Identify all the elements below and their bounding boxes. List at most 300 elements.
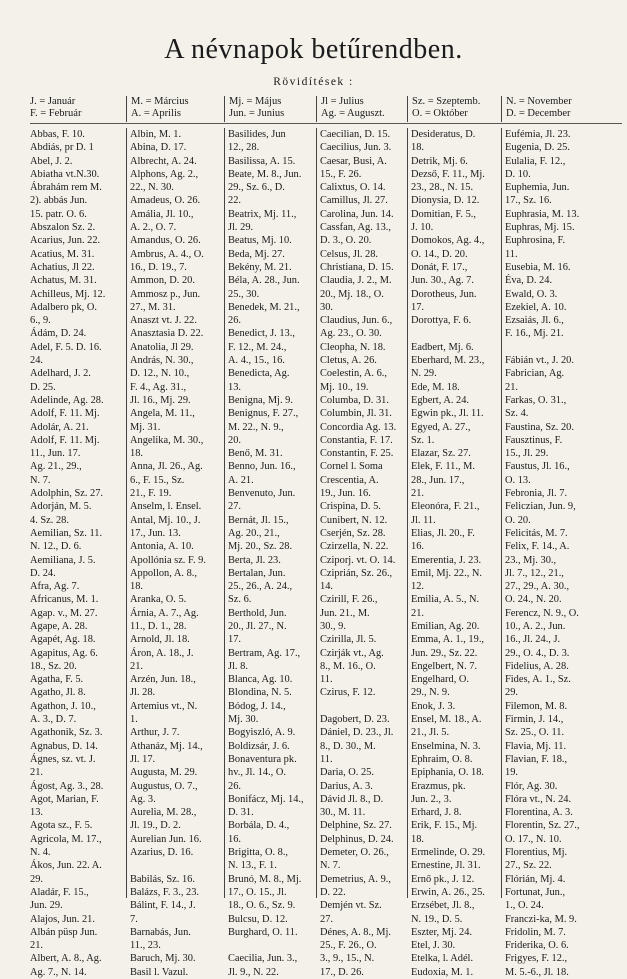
name-entry: Flóra vt., N. 24. xyxy=(505,793,572,805)
legend-entry: Jun. = Junius xyxy=(229,108,285,119)
name-entry: 15. patr. O. 6. xyxy=(30,208,87,220)
name-entry: Albin, M. 1. xyxy=(130,129,182,140)
name-entry: Emilia, A. 5., N. xyxy=(411,594,480,606)
name-entry: 23., 28., N. 15. xyxy=(411,182,474,194)
name-entry: Ágost, Ag. 3., 28. xyxy=(30,780,104,792)
name-entry: N. 29. xyxy=(411,368,437,380)
name-entry: Arzén, Jun. 18., xyxy=(130,674,196,686)
name-entry: Agatha, F. 5. xyxy=(30,674,84,686)
name-entry: Ensel, M. 18., A. xyxy=(411,714,482,726)
name-entry: Egbert, A. 24. xyxy=(411,394,470,406)
name-entry: Jun. 2., 3. xyxy=(411,793,452,805)
name-entry: Dezső, F. 11., Mj. xyxy=(411,168,485,180)
name-entry: Ammon, D. 20. xyxy=(130,275,195,287)
name-entry: Ernestine, Jl. 31. xyxy=(411,860,481,872)
name-entry: Euphemia, Jun. xyxy=(505,182,570,194)
name-entry: M. 22., N. 9., xyxy=(228,421,284,433)
name-entry: Demetrius, A. 9., xyxy=(320,873,391,885)
name-entry: Filemon, M. 8. xyxy=(505,700,568,712)
name-entry: Mj. 20., Sz. 28. xyxy=(228,541,293,553)
name-entry: 22., N. 30. xyxy=(130,182,174,194)
name-entry xyxy=(228,939,316,952)
name-entry: 20. xyxy=(228,434,241,446)
name-entry: Dagobert, D. 23. xyxy=(320,714,390,726)
name-entry: 17. xyxy=(228,634,241,646)
name-entry: Darius, A. 3. xyxy=(320,780,373,792)
name-entry: Czirus, F. 12. xyxy=(320,687,376,699)
name-entry: Ezekiel, A. 10. xyxy=(505,301,567,313)
name-entry: Felicitás, M. 7. xyxy=(505,527,568,539)
legend-entry: Sz. = Szeptemb. xyxy=(412,96,481,107)
name-entry: Emilian, Ag. 20. xyxy=(411,620,480,632)
name-entry: 16., D. 19., 7. xyxy=(130,261,187,273)
name-entry: Etelka, l. Adél. xyxy=(411,953,474,965)
name-entry: A. 2., O. 7. xyxy=(130,222,177,234)
name-entry: Ferencz, N. 9., O. xyxy=(505,607,579,619)
name-entry: Bertalan, Jun. xyxy=(228,567,286,579)
name-entry: M. 5.-6., Jl. 18. xyxy=(505,966,569,978)
name-entry: Friderika, O. 6. xyxy=(505,940,569,952)
name-entry: Albrecht, A. 24. xyxy=(130,155,197,167)
name-entry: Daria, O. 25. xyxy=(320,767,374,779)
name-entry: F. 4., Ag. 31., xyxy=(130,381,187,393)
name-entry: Fridolin, M. 7. xyxy=(505,926,566,938)
name-entry: Sz. 1. xyxy=(411,434,435,446)
name-entry: Agathon, J. 10., xyxy=(30,700,96,712)
name-entry: Áron, A. 18., J. xyxy=(130,647,194,659)
name-entry: Boldizsár, J. 6. xyxy=(228,740,290,752)
name-entry: Frigyes, F. 12., xyxy=(505,953,568,965)
name-entry: 27., M. 31. xyxy=(130,301,176,313)
name-entry: Abiatha vt.N.30. xyxy=(30,168,100,180)
name-entry: Adalbero pk, O. xyxy=(30,301,97,313)
name-entry: 27. xyxy=(320,913,333,925)
name-entry: Cziprián, Sz. 26., xyxy=(320,567,393,579)
name-entry: 17. xyxy=(411,301,424,313)
name-entry: 25., 26., A. 24., xyxy=(228,581,293,593)
name-entry: Cassfan, Ag. 13., xyxy=(320,222,391,234)
name-entry: Babilás, Sz. 16. xyxy=(130,873,195,885)
name-entry: 18. xyxy=(130,581,143,593)
name-entry: Adelinde, Ag. 28. xyxy=(30,394,104,406)
name-entry: Feliczian, Jun. 9, xyxy=(505,501,576,513)
name-entry: Crispina, D. 5. xyxy=(320,501,381,513)
legend-cell xyxy=(30,96,81,122)
name-entry: Benigna, Mj. 9. xyxy=(228,394,293,406)
name-entry: Anasztasia D. 22. xyxy=(130,328,204,340)
name-entry: N. 7. xyxy=(320,860,341,872)
name-entry: Eberhard, M. 23., xyxy=(411,355,485,367)
name-entry: Flórián, Mj. 4. xyxy=(505,873,566,885)
name-entry: Amandus, O. 26. xyxy=(130,235,201,247)
name-entry: Árnia, A. 7., Ag. xyxy=(130,607,199,619)
name-entry: 12., 28. xyxy=(228,142,260,154)
name-entry: Jl. 17. xyxy=(130,753,156,765)
name-entry: Flór, Ag. 30. xyxy=(505,780,558,792)
name-entry: 17., O. 15., Jl. xyxy=(228,886,287,898)
name-entry: Bonaventura pk. xyxy=(228,753,297,765)
name-entry: Acarius, Jun. 22. xyxy=(30,235,101,247)
name-entry: Albán püsp Jun. xyxy=(30,926,98,938)
name-entry: Jun. 30., Ag. 7. xyxy=(411,275,474,287)
name-entry: 16. xyxy=(228,833,241,845)
name-entry: 26. xyxy=(228,780,241,792)
name-entry: 29. xyxy=(505,687,518,699)
name-entry: 17., Sz. 16. xyxy=(505,195,552,207)
name-entry: Ezsaiás, Jl. 6., xyxy=(505,315,564,327)
name-entry: Eudoxia, M. 1. xyxy=(411,966,474,978)
name-entry: Caecilian, D. 15. xyxy=(320,129,391,140)
name-entry: Ermelinde, O. 29. xyxy=(411,847,486,859)
name-entry: Elias, Jl. 20., F. xyxy=(411,527,475,539)
name-entry: Jl. 28. xyxy=(130,687,156,699)
name-entry: N. 7. xyxy=(30,474,51,486)
name-entry: Alajos, Jun. 21. xyxy=(30,913,95,925)
name-entry: N. 12., D. 6. xyxy=(30,541,82,553)
name-column-2 xyxy=(126,128,224,978)
name-entry: Caesar, Busi, A. xyxy=(320,155,387,167)
name-entry: Augustus, O. 7., xyxy=(130,780,198,792)
name-entry: Bogyiszló, A. 9. xyxy=(228,727,296,739)
name-entry: Calixtus, O. 14. xyxy=(320,182,386,194)
name-entry: Ag. 3. xyxy=(130,793,156,805)
name-entry: 18., O. 6., Sz. 9. xyxy=(228,900,296,912)
name-entry: Benno, Jun. 16., xyxy=(228,461,296,473)
name-entry: Basilissa, A. 15. xyxy=(228,155,296,167)
name-entry: Eusebia, M. 16. xyxy=(505,261,571,273)
name-entry: Emil, Mj. 22., N. xyxy=(411,567,483,579)
name-entry: Eszter, Mj. 24. xyxy=(411,926,473,938)
name-entry: 21. xyxy=(30,940,43,952)
abbreviations-heading: Rövidítések : xyxy=(273,76,354,88)
name-entry: Emerentia, J. 23. xyxy=(411,554,482,566)
name-entry: Brigitta, O. 8., xyxy=(228,847,289,859)
name-entry: Ágnes, sz. vt. J. xyxy=(30,753,96,765)
name-entry: Benedek, M. 21., xyxy=(228,301,300,313)
name-entry: D. 3., O. 20. xyxy=(320,235,372,247)
name-entry: N. 13., F. 1. xyxy=(228,860,277,872)
name-entry: Adelhard, J. 2. xyxy=(30,368,91,380)
name-entry: Fabrician, Ag. xyxy=(505,368,565,380)
name-entry: Agricola, M. 17., xyxy=(30,833,102,845)
name-entry: Agap. v., M. 27. xyxy=(30,607,98,619)
name-entry: 19., Jun. 16. xyxy=(320,488,371,500)
legend-entry: Ag. = Auguszt. xyxy=(321,108,385,119)
legend-entry: M. = Március xyxy=(131,96,189,107)
name-entry: F. 16., Mj. 21. xyxy=(505,328,564,340)
name-entry: Czirilla, Jl. 5. xyxy=(320,634,377,646)
legend-entry: F. = Február xyxy=(30,108,82,119)
name-entry: Benő, M. 31. xyxy=(228,448,283,460)
name-entry: Enok, J. 3. xyxy=(411,700,456,712)
name-entry: A. 3., D. 7. xyxy=(30,714,77,726)
name-entry: Enselmina, N. 3. xyxy=(411,740,481,752)
name-entry: Crescentia, A. xyxy=(320,474,379,486)
name-entry: 11., 23. xyxy=(130,940,161,952)
name-entry xyxy=(320,700,407,713)
name-entry: 11. xyxy=(320,753,333,765)
name-entry: Epiphania, O. 18. xyxy=(411,767,485,779)
name-entry: Desideratus, D. xyxy=(411,129,476,140)
name-entry: 17., Jun. 13. xyxy=(130,527,181,539)
name-entry: Columbin, Jl. 31. xyxy=(320,408,392,420)
name-entry: 20., Jl. 27., N. xyxy=(228,620,287,632)
name-entry: Ag. 23., O. 30. xyxy=(320,328,382,340)
name-entry: 25., F. 26., O. xyxy=(320,940,377,952)
name-entry: 21. xyxy=(130,660,143,672)
name-entry: Ag. 7., N. 14. xyxy=(30,966,87,978)
name-entry: Abdiás, pr D. 1 xyxy=(30,142,94,154)
name-entry: Sz. 25., O. 11. xyxy=(505,727,565,739)
legend-cell xyxy=(501,96,572,122)
name-entry: D. 22. xyxy=(320,886,346,898)
name-entry: hv., Jl. 14., O. xyxy=(228,767,286,779)
name-entry: 6., F. 15., Sz. xyxy=(130,474,185,486)
name-entry: Demeter, O. 26., xyxy=(320,847,389,859)
name-entry: N. 19., D. 5. xyxy=(411,913,463,925)
name-entry: Agape, A. 28. xyxy=(30,620,88,632)
legend-entry: N. = November xyxy=(506,96,572,107)
name-entry: Arthur, J. 7. xyxy=(130,727,180,739)
name-entry: Engelhard, O. xyxy=(411,674,469,686)
name-entry: Florentina, A. 3. xyxy=(505,807,573,819)
name-entry: Fortunat, Jun., xyxy=(505,886,566,898)
name-entry: Albert, A. 8., Ag. xyxy=(30,953,102,965)
legend-entry: J. = Január xyxy=(30,96,76,107)
name-entry: Ádám, D. 24. xyxy=(30,328,87,340)
name-entry: Bekény, M. 21. xyxy=(228,261,292,273)
name-entry: Ammosz p., Jun. xyxy=(130,288,201,300)
name-entry: Florentin, Sz. 27., xyxy=(505,820,580,832)
legend-cell xyxy=(126,96,189,122)
name-entry xyxy=(130,859,224,872)
name-entry: Domokos, Ag. 4., xyxy=(411,235,485,247)
name-entry: Fábián vt., J. 20. xyxy=(505,355,574,367)
name-entry: Ewald, O. 3. xyxy=(505,288,558,300)
name-entry: Antonia, A. 10. xyxy=(130,541,194,553)
name-entry: 23., Mj. 30., xyxy=(505,554,557,566)
name-entry: Claudius, Jun. 6., xyxy=(320,315,393,327)
name-entry: Agot, Marian, F. xyxy=(30,793,99,805)
name-entry: Artemius vt., N. xyxy=(130,700,198,712)
name-entry: Ag. 21., 29., xyxy=(30,461,82,473)
name-entry: Ernő pk., J. 12. xyxy=(411,873,475,885)
name-entry: Ákos, Jun. 22. A. xyxy=(30,860,102,872)
name-entry: 21. xyxy=(30,767,43,779)
name-entry: Blanca, Ag. 10. xyxy=(228,674,293,686)
name-entry: Antal, Mj. 10., J. xyxy=(130,514,201,526)
name-entry: Bálint, F. 14., J. xyxy=(130,900,196,912)
name-entry: Blondina, N. 5. xyxy=(228,687,292,699)
name-entry: Fides, A. 1., Sz. xyxy=(505,674,571,686)
name-entry: Eugenia, D. 25. xyxy=(505,142,570,154)
name-entry: Donát, F. 17., xyxy=(411,261,468,273)
name-entry: Abszalon Sz. 2. xyxy=(30,222,96,234)
name-entry: 26. xyxy=(228,315,241,327)
name-entry: Egyed, A. 27., xyxy=(411,421,471,433)
name-entry: 11. xyxy=(505,248,518,260)
name-entry: Achatius, Jl 22. xyxy=(30,261,95,273)
name-entry: Afra, Ag. 7. xyxy=(30,581,80,593)
name-entry: Jl. 29. xyxy=(228,222,254,234)
name-entry: Carolina, Jun. 14. xyxy=(320,208,394,220)
name-entry: Agnabus, D. 14. xyxy=(30,740,98,752)
name-entry: András, N. 30., xyxy=(130,355,194,367)
name-entry: Delphinus, D. 24. xyxy=(320,833,394,845)
name-entry: Jl. 7., 12., 21., xyxy=(505,567,564,579)
name-entry: Sz. 4. xyxy=(505,408,529,420)
name-entry: Bonifácz, Mj. 14., xyxy=(228,793,304,805)
legend-entry: Jl = Julius xyxy=(321,96,364,107)
name-entry: Delphine, Sz. 27. xyxy=(320,820,392,832)
name-entry: Augusta, M. 29. xyxy=(130,767,198,779)
name-entry: Christiana, D. 15. xyxy=(320,261,394,273)
name-entry: Caecilius, Jun. 3. xyxy=(320,142,392,154)
name-entry: 1. xyxy=(130,714,138,726)
name-entry: Aurelia, M. 28., xyxy=(130,807,197,819)
name-entry: Constantia, F. 17. xyxy=(320,434,393,446)
name-entry: Faustus, Jl. 16., xyxy=(505,461,570,473)
name-entry: Bódog, J. 14., xyxy=(228,700,286,712)
name-entry: F. 12., M. 24., xyxy=(228,341,287,353)
name-entry: Demjén vt. Sz. xyxy=(320,900,382,912)
name-entry: 15., F. 26. xyxy=(320,168,362,180)
name-entry: 1., O. 24. xyxy=(505,900,544,912)
name-entry: Abina, D. 17. xyxy=(130,142,187,154)
name-entry: Elazar, Sz. 27. xyxy=(411,448,471,460)
name-entry: Jl. 16., Mj. 29. xyxy=(130,394,191,406)
name-entry: Czirill, F. 26., xyxy=(320,594,378,606)
name-entry: Aranka, O. 5. xyxy=(130,594,187,606)
name-entry: A. 4., 15., 16. xyxy=(228,355,285,367)
name-entry: Jun. 29., Sz. 22. xyxy=(411,647,478,659)
name-entry: Athanáz, Mj. 14., xyxy=(130,740,203,752)
name-entry: Appollon, A. 8., xyxy=(130,567,197,579)
name-entry: Fidelius, A. 28. xyxy=(505,660,569,672)
name-entry: Jun. 21., M. xyxy=(320,607,370,619)
name-entry: Emma, A. 1., 19., xyxy=(411,634,485,646)
name-entry: Mj. 30. xyxy=(228,714,259,726)
name-entry: Euphras, Mj. 15. xyxy=(505,222,575,234)
name-entry: 21., Jl. 5. xyxy=(411,727,450,739)
name-entry: Beatrix, Mj. 11., xyxy=(228,208,297,220)
name-entry: 18. xyxy=(411,833,424,845)
name-entry: Florentius, Mj. xyxy=(505,847,568,859)
name-entry: Burghard, O. 11. xyxy=(228,926,298,938)
name-entry: Etel, J. 30. xyxy=(411,940,456,952)
name-entry: D. 25. xyxy=(30,381,56,393)
name-entry: 16. xyxy=(411,541,424,553)
name-entry: 27. xyxy=(228,501,241,513)
name-entry: Anatolia, Jl 29. xyxy=(130,341,194,353)
name-entry: Adolf, F. 11. Mj. xyxy=(30,434,100,446)
name-entry: Anaszt vt. J. 22. xyxy=(130,315,197,327)
name-entry: O. 17., N. 10. xyxy=(505,833,562,845)
name-entry: Béla, A. 28., Jun. xyxy=(228,275,300,287)
name-entry: Dániel, D. 23., Jl. xyxy=(320,727,394,739)
name-entry: Mj. 31. xyxy=(130,421,161,433)
name-entry: Amália, Jl. 10., xyxy=(130,208,194,220)
name-entry: Ambrus, A. 4., O. xyxy=(130,248,204,260)
name-entry: 25., 30. xyxy=(228,288,260,300)
name-entry: Anna, Jl. 26., Ag. xyxy=(130,461,203,473)
name-entry: 29., Sz. 6., D. xyxy=(228,182,285,194)
name-entry: Borbála, D. 4., xyxy=(228,820,290,832)
name-entry: Fausztinus, F. xyxy=(505,434,563,446)
name-entry: 11., Jun. 17. xyxy=(30,448,81,460)
name-column-1 xyxy=(30,128,126,978)
name-entry: Adolphin, Sz. 27. xyxy=(30,488,104,500)
name-entry: 27., Sz. 22. xyxy=(505,860,552,872)
name-entry: Africanus, M. 1. xyxy=(30,594,99,606)
name-entry: 13. xyxy=(228,381,241,393)
name-entry: Agathonik, Sz. 3. xyxy=(30,727,103,739)
name-entry: Cornel l. Soma xyxy=(320,461,383,473)
name-entry: 12. xyxy=(411,581,424,593)
name-entry: D. 24. xyxy=(30,567,56,579)
name-entry: 8., M. 16., O. xyxy=(320,660,376,672)
name-entry: Aurelian Jun. 16. xyxy=(130,833,202,845)
name-entry: 22. xyxy=(228,195,241,207)
name-entry: Ephraim, O. 8. xyxy=(411,753,473,765)
name-entry: 3., 9., 15., N. xyxy=(320,953,375,965)
legend-entry: Mj. = Május xyxy=(229,96,282,107)
name-entry: Faustina, Sz. 20. xyxy=(505,421,574,433)
name-entry: Erzsébet, Jl. 8., xyxy=(411,900,475,912)
name-entry: D. 31. xyxy=(228,807,254,819)
name-entry: O. 14., D. 20. xyxy=(411,248,468,260)
name-entry: 21. xyxy=(505,381,518,393)
name-entry: 10., A. 2., Jun. xyxy=(505,620,566,632)
name-entry: Eleonóra, F. 21., xyxy=(411,501,480,513)
name-entry: N. 4. xyxy=(30,847,51,859)
name-entry: 17., D. 26. xyxy=(320,966,364,978)
name-entry: O. 13. xyxy=(505,474,531,486)
name-column-5 xyxy=(407,128,501,978)
legend-cell xyxy=(224,96,284,122)
name-entry: Amadeus, O. 26. xyxy=(130,195,201,207)
name-entry: Ede, M. 18. xyxy=(411,381,460,393)
name-entry: Febronia, Jl. 7. xyxy=(505,488,568,500)
name-entry: 30., M. 11. xyxy=(320,807,366,819)
name-entry: Aladár, F. 15., xyxy=(30,886,89,898)
name-entry: Cserjén, Sz. 28. xyxy=(320,527,386,539)
name-entry: Franczi-ka, M. 9. xyxy=(505,913,577,925)
name-entry: 30. xyxy=(320,301,333,313)
name-entry: Dávid Jl. 8., D. xyxy=(320,793,384,805)
name-entry: Erazmus, pk. xyxy=(411,780,466,792)
name-entry: 2). abbás Jun. xyxy=(30,195,88,207)
name-entry: 29., O. 4., D. 3. xyxy=(505,647,570,659)
name-entry: Beda, Mj. 27. xyxy=(228,248,285,260)
name-entry: 21. xyxy=(411,607,424,619)
name-entry: 18., Sz. 20. xyxy=(30,660,77,672)
name-entry: Adolf, F. 11. Mj. xyxy=(30,408,100,420)
name-entry: Firmin, J. 14., xyxy=(505,714,564,726)
name-entry: Barnabás, Jun. xyxy=(130,926,191,938)
name-entry: Benignus, F. 27., xyxy=(228,408,299,420)
name-entry: Jun. 29. xyxy=(30,900,63,912)
name-entry: Basil l. Vazul. xyxy=(130,966,189,978)
name-entry: Czirzella, N. 22. xyxy=(320,541,389,553)
name-entry: Cziporj. vt. O. 14. xyxy=(320,554,396,566)
name-entry: D. 12., N. 10., xyxy=(130,368,190,380)
name-entry: Sz. 6. xyxy=(228,594,252,606)
name-entry: 20., Mj. 18., O. xyxy=(320,288,384,300)
name-entry: Alphons, Ag. 2., xyxy=(130,168,199,180)
name-entry: Cleopha, N. 18. xyxy=(320,341,386,353)
name-entry: 14. xyxy=(320,581,333,593)
